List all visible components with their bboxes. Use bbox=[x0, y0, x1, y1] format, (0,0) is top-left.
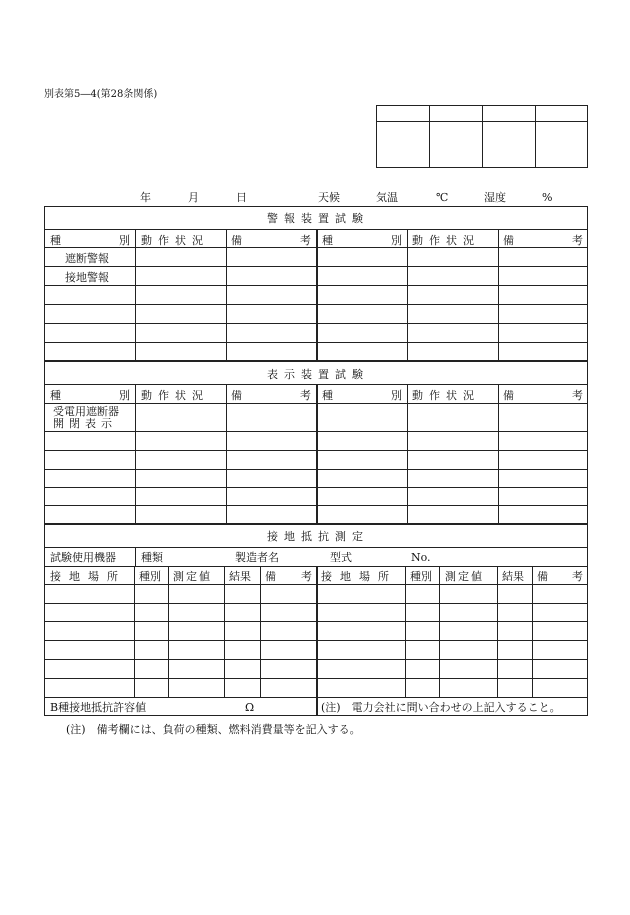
display-section-title: 表示装置試験 bbox=[267, 368, 369, 381]
year-label: 年 bbox=[140, 191, 151, 204]
equipment-kind-label: 種類 bbox=[141, 551, 163, 564]
ground-col-result-left: 結果 bbox=[229, 570, 251, 583]
manufacturer-label: 製造者名 bbox=[235, 551, 279, 564]
ground-col-kind-right: 種別 bbox=[410, 570, 432, 583]
model-label: 型式 bbox=[330, 551, 352, 564]
day-label: 日 bbox=[236, 191, 247, 204]
temperature-label: 気温 bbox=[376, 191, 398, 204]
ground-col-result-right: 結果 bbox=[502, 570, 524, 583]
remarks-note: (注) 備考欄には、負荷の種類、燃料消費量等を記入する。 bbox=[66, 723, 361, 736]
ground-col-value-right: 測定値 bbox=[445, 570, 484, 583]
display-item-line2: 開閉表示 bbox=[53, 417, 117, 430]
display-col-remarks-left: 備 考 bbox=[231, 389, 311, 402]
alarm-col-type-right: 種 別 bbox=[322, 234, 402, 247]
display-item-line1: 受電用遮断器 bbox=[53, 405, 119, 418]
alarm-col-type-left: 種 別 bbox=[50, 234, 130, 247]
alarm-col-remarks-right: 備 考 bbox=[503, 234, 583, 247]
alarm-section-title: 警報装置試験 bbox=[267, 212, 369, 225]
alarm-col-action-right: 動作状況 bbox=[412, 234, 480, 247]
inspection-table bbox=[44, 206, 588, 716]
display-col-type-left: 種 別 bbox=[50, 389, 130, 402]
alarm-col-action-left: 動作状況 bbox=[141, 234, 209, 247]
ground-col-remarks-right: 備 考 bbox=[537, 570, 583, 583]
ground-col-location-right: 接地場所 bbox=[321, 570, 397, 583]
test-equipment-label: 試験使用機器 bbox=[50, 551, 116, 564]
display-col-action-right: 動作状況 bbox=[412, 389, 480, 402]
display-col-type-right: 種 別 bbox=[322, 389, 402, 402]
ground-section-title: 接地抵抗測定 bbox=[267, 530, 369, 543]
stamp-box bbox=[376, 105, 588, 168]
display-col-action-left: 動作状況 bbox=[141, 389, 209, 402]
form-title: 別表第5―4(第28条関係) bbox=[44, 89, 158, 100]
power-company-note: (注) 電力会社に問い合わせの上記入すること。 bbox=[321, 701, 561, 714]
alarm-item-ground: 接地警報 bbox=[65, 271, 109, 284]
ground-col-remarks-left: 備 考 bbox=[265, 570, 312, 583]
ground-col-value-left: 測定値 bbox=[173, 570, 212, 583]
temperature-unit: ℃ bbox=[436, 191, 449, 204]
humidity-unit: % bbox=[542, 191, 553, 204]
ground-col-kind-left: 種別 bbox=[139, 570, 161, 583]
alarm-item-cutoff: 遮断警報 bbox=[65, 252, 109, 265]
month-label: 月 bbox=[188, 191, 199, 204]
display-col-remarks-right: 備 考 bbox=[503, 389, 583, 402]
b-type-allowable-label: B種接地抵抗許容値 bbox=[50, 701, 147, 714]
weather-label: 天候 bbox=[318, 191, 340, 204]
alarm-col-remarks-left: 備 考 bbox=[231, 234, 311, 247]
humidity-label: 湿度 bbox=[484, 191, 506, 204]
ground-col-location-left: 接地場所 bbox=[50, 570, 126, 583]
serial-number-label: No. bbox=[411, 551, 431, 564]
ohm-unit: Ω bbox=[245, 701, 255, 714]
